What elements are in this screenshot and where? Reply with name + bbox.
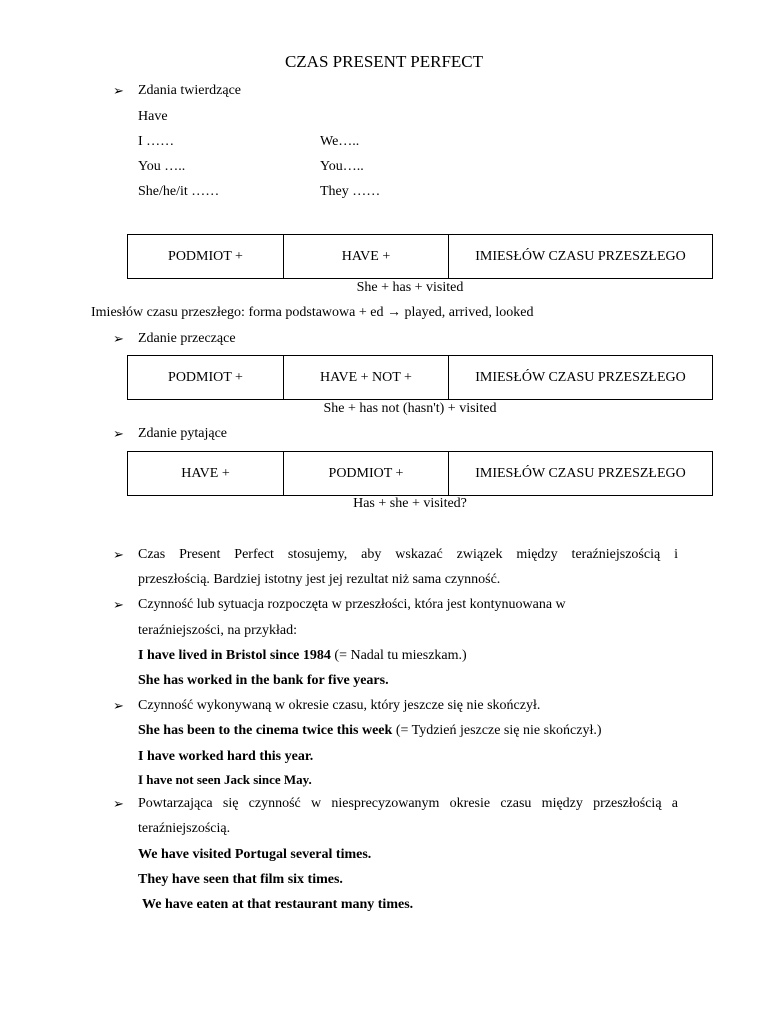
pronoun-she-he-it: She/he/it …… <box>138 184 220 199</box>
bullet-icon: ➢ <box>113 698 124 713</box>
affirmative-example: She + has + visited <box>356 280 464 295</box>
table-cell: IMIESŁÓW CZASU PRZESZŁEGO <box>449 356 713 400</box>
usage-3: Czynność wykonywaną w okresie czasu, który jeszcze się nie skończył. <box>138 698 541 713</box>
pronoun-you: You ….. <box>138 159 186 174</box>
example-7: They have seen that film six times. <box>138 872 343 887</box>
bullet-icon: ➢ <box>113 83 124 98</box>
pronoun-you-plural: You….. <box>320 159 364 174</box>
question-heading: Zdanie pytające <box>138 426 228 441</box>
negative-example: She + has not (hasn't) + visited <box>323 401 497 416</box>
example-3-sentence: She has been to the cinema twice this week <box>138 723 393 738</box>
table-cell: IMIESŁÓW CZASU PRZESZŁEGO <box>449 452 713 496</box>
table-cell: HAVE + <box>284 235 449 279</box>
bullet-icon: ➢ <box>113 547 124 562</box>
negative-heading: Zdanie przeczące <box>138 331 236 346</box>
usage-1-line-2: przeszłością. Bardziej istotny jest jej rezultat niż sama czynność. <box>138 572 501 587</box>
pronoun-i: I …… <box>138 134 175 149</box>
example-5: I have not seen Jack since May. <box>138 772 312 787</box>
participle-note: Imiesłów czasu przeszłego: forma podstawowa + ed → played, arrived, looked <box>91 305 534 320</box>
have-label: Have <box>138 109 168 124</box>
negative-table <box>127 355 713 400</box>
example-1-sentence: I have lived in Bristol since 1984 <box>138 648 331 663</box>
page-title: CZAS PRESENT PERFECT <box>284 52 484 71</box>
pronoun-they: They …… <box>320 184 381 199</box>
usage-1-line-1: Czas Present Perfect stosujemy, aby wskazać związek między teraźniejszością i <box>138 547 678 562</box>
question-table <box>127 451 713 496</box>
table-cell: HAVE + <box>128 452 284 496</box>
example-8: We have eaten at that restaurant many times. <box>142 897 414 912</box>
usage-4-line-1: Powtarzająca się czynność w niesprecyzowanym okresie czasu między przeszłością a <box>138 796 678 811</box>
usage-4-line-2: teraźniejszością. <box>138 821 231 836</box>
question-example: Has + she + visited? <box>353 496 467 511</box>
example-3 <box>138 722 602 740</box>
example-1-note: (= Nadal tu mieszkam.) <box>330 648 467 663</box>
example-3-note: (= Tydzień jeszcze się nie skończył.) <box>392 723 602 738</box>
affirmative-heading: Zdania twierdzące <box>138 83 241 98</box>
bullet-icon: ➢ <box>113 331 124 346</box>
bullet-icon: ➢ <box>113 597 124 612</box>
pronoun-we: We….. <box>320 134 360 149</box>
usage-2-line-1: Czynność lub sytuacja rozpoczęta w przeszłości, która jest kontynuowana w <box>138 597 566 612</box>
bullet-icon: ➢ <box>113 426 124 441</box>
example-1 <box>138 647 467 665</box>
bullet-icon: ➢ <box>113 796 124 811</box>
example-6: We have visited Portugal several times. <box>138 847 372 862</box>
table-cell: HAVE + NOT + <box>284 356 449 400</box>
example-4: I have worked hard this year. <box>138 749 314 764</box>
table-cell: IMIESŁÓW CZASU PRZESZŁEGO <box>449 235 713 279</box>
table-cell: PODMIOT + <box>128 235 284 279</box>
table-cell: PODMIOT + <box>284 452 449 496</box>
example-2: She has worked in the bank for five years. <box>138 673 389 688</box>
table-cell: PODMIOT + <box>128 356 284 400</box>
affirmative-table <box>127 234 713 279</box>
usage-2-line-2: teraźniejszości, na przykład: <box>138 623 297 638</box>
